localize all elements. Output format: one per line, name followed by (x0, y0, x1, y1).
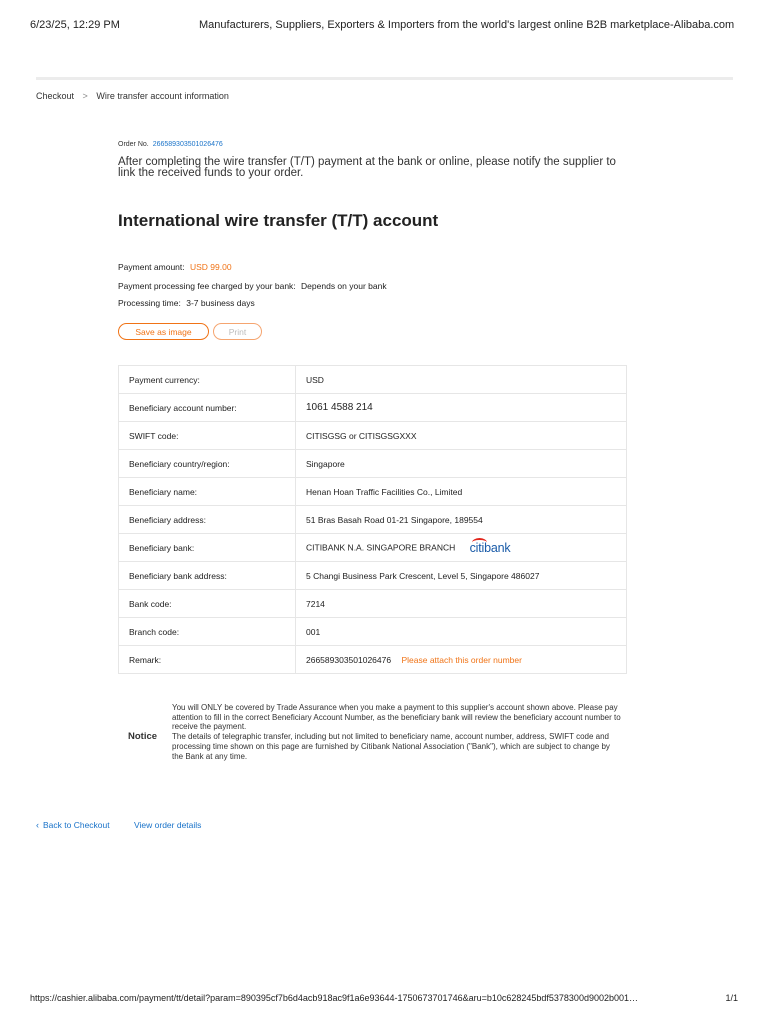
row-value: Henan Hoan Traffic Facilities Co., Limited (296, 478, 627, 506)
order-number (118, 141, 223, 148)
citibank-logo-icon: citibank (470, 541, 511, 555)
payment-amount-value: USD 99.00 (190, 262, 232, 272)
row-value: 1061 4588 214 (296, 394, 627, 422)
table-row (119, 450, 627, 478)
processing-time-value: 3-7 business days (186, 298, 255, 308)
row-label: Beneficiary account number: (119, 394, 296, 422)
row-value: 51 Bras Basah Road 01-21 Singapore, 189554 (296, 506, 627, 534)
processing-time-label: Processing time: (118, 298, 181, 308)
processing-fee (118, 281, 387, 291)
remark-note: Please attach this order number (401, 654, 522, 665)
notice-paragraph: You will ONLY be covered by Trade Assurance when you make a payment to this supplier's account shown above. Please pay attention to fill in the correct Beneficiary Account Number, as the beneficiary bank will review the beneficiary account number to receive the payment. (172, 703, 621, 732)
order-number-link[interactable]: 266589303501026476 (152, 141, 223, 148)
remark-order-number: 266589303501026476 (306, 654, 392, 665)
payment-amount (118, 262, 232, 272)
breadcrumb-separator: > (82, 91, 88, 101)
save-as-image-button[interactable]: Save as image (118, 323, 209, 340)
table-row (119, 394, 627, 422)
beneficiary-bank-name: CITIBANK N.A. SINGAPORE BRANCH (306, 541, 456, 552)
header-divider (36, 77, 733, 80)
row-value: 001 (296, 618, 627, 646)
row-label: Branch code: (119, 618, 296, 646)
row-value-bank (296, 534, 627, 562)
row-label: Beneficiary address: (119, 506, 296, 534)
processing-time (118, 298, 255, 308)
back-to-checkout-label: Back to Checkout (43, 820, 110, 830)
print-datetime: 6/23/25, 12:29 PM (30, 19, 120, 31)
breadcrumb (36, 91, 229, 101)
processing-fee-value: Depends on your bank (301, 281, 387, 291)
processing-fee-label: Payment processing fee charged by your bank: (118, 281, 296, 291)
row-label: SWIFT code: (119, 422, 296, 450)
table-row (119, 646, 627, 674)
print-button[interactable]: Print (213, 323, 262, 340)
row-label: Beneficiary country/region: (119, 450, 296, 478)
instruction-text: After completing the wire transfer (T/T) payment at the bank or online, please notify the supplier to link the received funds to your order. (118, 156, 616, 179)
row-label: Payment currency: (119, 366, 296, 394)
table-row (119, 590, 627, 618)
account-info-table (118, 365, 627, 674)
print-page-number: 1/1 (725, 993, 738, 1003)
row-value: Singapore (296, 450, 627, 478)
notice-paragraph: The details of telegraphic transfer, including but not limited to beneficiary name, account number, address, SWIFT code and processing time shown on this page are furnished by Citibank National Association ("Bank"), which are subject to change by the Bank at any time. (172, 732, 610, 761)
view-order-details-link[interactable]: View order details (134, 820, 202, 830)
page-title: International wire transfer (T/T) account (118, 211, 439, 230)
notice-label: Notice (128, 731, 158, 742)
back-to-checkout-link[interactable] (36, 820, 110, 830)
table-row (119, 562, 627, 590)
row-label: Remark: (119, 646, 296, 674)
order-number-label: Order No. (118, 141, 149, 148)
table-row (119, 366, 627, 394)
chevron-left-icon: ‹ (36, 820, 39, 830)
notice-text (172, 703, 622, 761)
print-page-title: Manufacturers, Suppliers, Exporters & Importers from the world's largest online B2B marketplace-Alibaba.com (199, 19, 735, 31)
table-row (119, 618, 627, 646)
row-value-remark (296, 646, 627, 674)
row-label: Beneficiary name: (119, 478, 296, 506)
table-row (119, 506, 627, 534)
table-row (119, 422, 627, 450)
row-label: Beneficiary bank: (119, 534, 296, 562)
payment-amount-label: Payment amount: (118, 262, 185, 272)
breadcrumb-checkout[interactable]: Checkout (36, 91, 75, 101)
row-value: USD (296, 366, 627, 394)
row-value: 5 Changi Business Park Crescent, Level 5, Singapore 486027 (296, 562, 627, 590)
row-value: CITISGSG or CITISGSGXXX (296, 422, 627, 450)
row-value: 7214 (296, 590, 627, 618)
row-label: Beneficiary bank address: (119, 562, 296, 590)
table-row (119, 534, 627, 562)
table-row (119, 478, 627, 506)
row-label: Bank code: (119, 590, 296, 618)
print-url: https://cashier.alibaba.com/payment/tt/detail?param=890395cf7b6d4acb918ac9f1a6e93644-1750673701746&aru=b10c628245bdf5378300d9002b001… (30, 993, 638, 1003)
breadcrumb-current: Wire transfer account information (96, 91, 229, 101)
